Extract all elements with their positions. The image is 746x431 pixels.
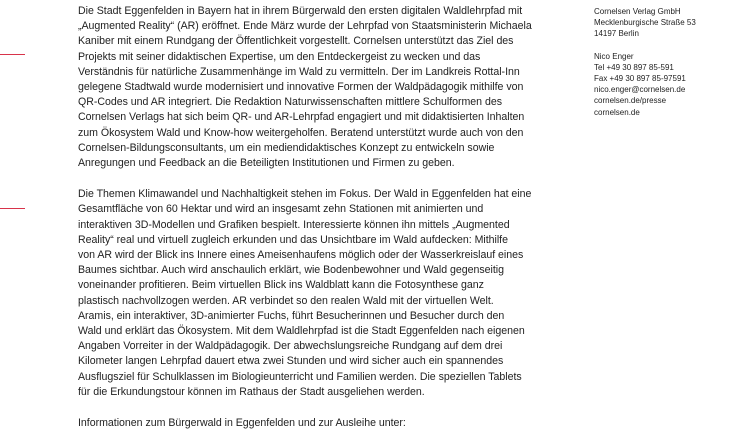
text-line: Reality“ real und virtuell zugleich erkunden und das Unsichtbare im Wald aufdecken: Mithilfe — [78, 233, 508, 246]
text-line: Informationen zum Bürgerwald in Eggenfelden und zur Ausleihe unter: — [78, 417, 406, 430]
text-line: Wald und erklärt das Ökosystem. Mit dem Waldlehrpfad ist die Stadt Eggenfelden nach eigenen — [78, 325, 525, 338]
text-line: Cornelsen Verlags hat sich beim QR- und AR-Lehrpfad engagiert und mit didaktisierten Inhalten — [78, 111, 525, 124]
contact-name: Nico Enger — [594, 51, 634, 61]
website-link[interactable]: cornelsen.de — [594, 107, 640, 117]
paragraph-gap — [78, 400, 560, 416]
paragraph-details — [78, 187, 560, 400]
text-line: für die Erkundungstour können im Rathaus der Stadt ausgeliehen werden. — [78, 385, 425, 398]
contact-spacer — [594, 40, 744, 51]
text-line: Kaniber mit einem Rundgang der Öffentlichkeit vorgestellt. Cornelsen unterstützt das Ziel des — [78, 35, 514, 48]
text-line: interaktiven 3D-Modellen und Grafiken bespielt. Interessierte können ihn mittels „Augmented — [78, 218, 510, 231]
margin-marker-top — [0, 54, 25, 55]
contact-block — [594, 6, 744, 118]
text-line: Aramis, ein interaktiver, 3D-animierter Fuchs, führt Besucherinnen und Besucher durch den — [78, 309, 505, 322]
text-line: Projekts mit seiner didaktischen Expertise, um den Entdeckergeist zu wecken und das — [78, 50, 481, 63]
text-line: Die Themen Klimawandel und Nachhaltigkeit stehen im Fokus. Der Wald in Eggenfelden hat eine — [78, 188, 532, 201]
text-line: Anregungen und Feedback an die Beteiligten Institutionen und Firmen zu geben. — [78, 157, 455, 170]
text-line: QR-Codes und AR integriert. Die Redaktion Naturwissenschaften mittlere Schulformen des — [78, 96, 502, 109]
text-line: zum Ökosystem Wald und Know-how weitergeholfen. Beratend unterstützt wurde auch von den — [78, 126, 524, 139]
contact-fax: Fax +49 30 897 85-97591 — [594, 74, 686, 84]
press-page-link[interactable]: cornelsen.de/presse — [594, 96, 667, 106]
text-line: „Augmented Reality“ (AR) eröffnet. Ende März wurde der Lehrpfad von Staatsministerin Michaela — [78, 20, 532, 33]
company-city: 14197 Berlin — [594, 29, 639, 39]
contact-phone: Tel +49 30 897 85-591 — [594, 62, 674, 72]
paragraph-gap — [78, 171, 560, 187]
text-line: Die Stadt Eggenfelden in Bayern hat in ihrem Bürgerwald den ersten digitalen Waldlehrpfad mit — [78, 5, 523, 17]
text-line: Gesamtfläche von 60 Hektar und wird an insgesamt zehn Stationen mit animierten und — [78, 203, 484, 216]
text-line: plastisch nachvollzogen werden. AR verbindet so den realen Wald mit der virtuellen Welt. — [78, 294, 494, 307]
company-name: Cornelsen Verlag GmbH — [594, 7, 681, 16]
press-release-body — [78, 4, 560, 431]
text-line: gelegene Stadtwald wurde modernisiert und innovative Formen der Waldpädagogik mithilfe von — [78, 81, 524, 94]
contact-email-link[interactable]: nico.enger@cornelsen.de — [594, 85, 686, 95]
text-line: von AR wird der Blick ins Innere eines Ameisenhaufens möglich oder der Wasserkreislauf eines — [78, 249, 524, 262]
paragraph-intro — [78, 4, 560, 171]
text-line: Cornelsen-Bildungsconsultants, um ein mediendidaktisches Konzept zu entwickeln sowie — [78, 141, 495, 154]
text-line: Angaben Vorreiter in der Waldpädagogik. Der abwechslungsreiche Rundgang auf dem drei — [78, 340, 503, 353]
margin-marker-middle — [0, 208, 25, 209]
text-line: Baumes sichtbar. Auch wird anschaulich erklärt, wie Bodenbewohner und Wald gegenseitig — [78, 264, 505, 277]
paragraph-info — [78, 416, 560, 431]
text-line: Verständnis für natürliche Zusammenhänge im Wald zu vermitteln. Der im Landkreis Rottal-Inn — [78, 65, 520, 78]
company-street: Mecklenburgische Straße 53 — [594, 18, 696, 28]
text-line: voneinander profitieren. Beim virtuellen Blick ins Waldblatt kann die Fotosynthese ganz — [78, 279, 484, 292]
text-line: Ausflugsziel für Schulklassen im Biologieunterricht und Familien werden. Die speziellen Tablets — [78, 370, 522, 383]
text-line: Kilometer langen Lehrpfad dauert etwa zwei Stunden und wird sicher auch ein spannendes — [78, 355, 504, 368]
